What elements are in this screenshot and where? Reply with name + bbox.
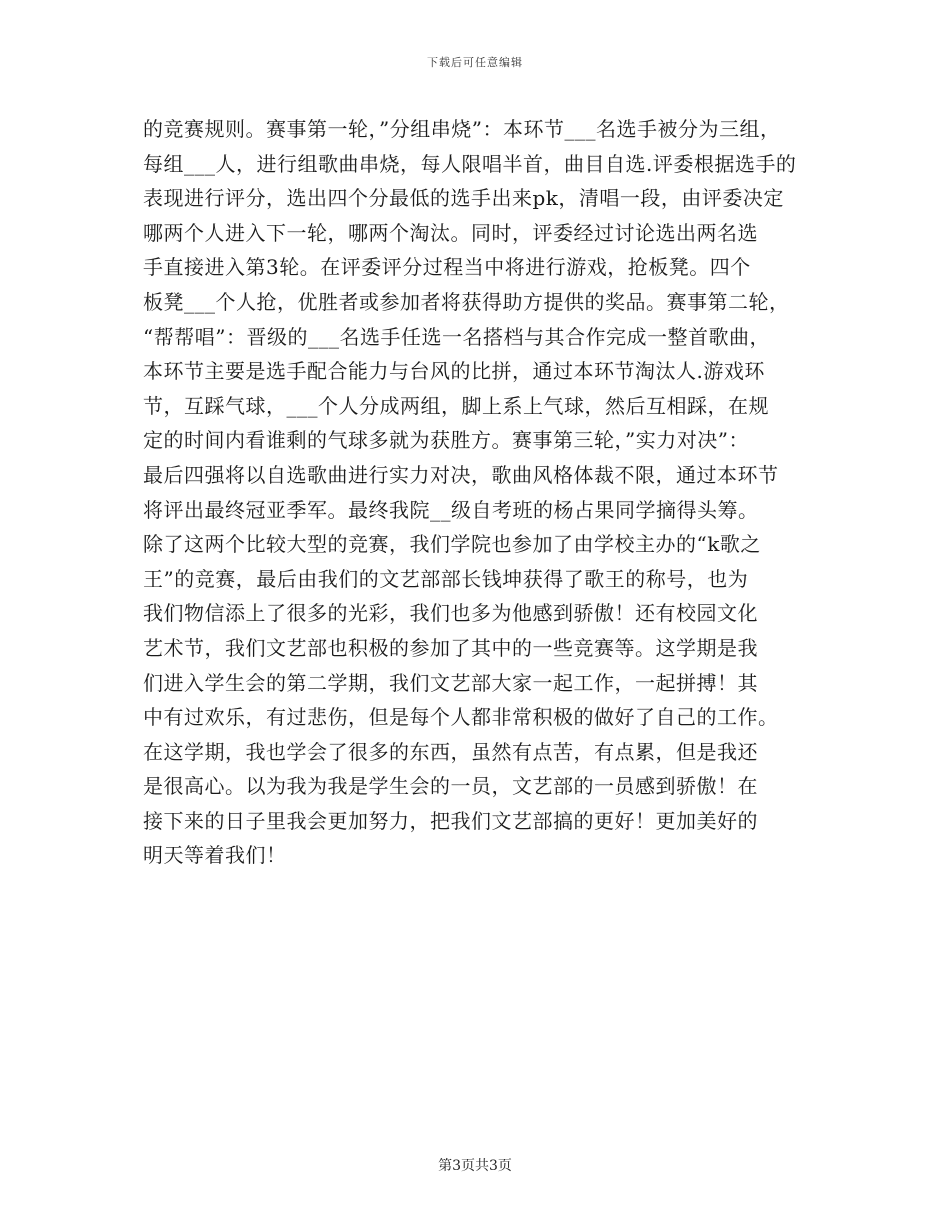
body-line: 的竞赛规则。赛事第一轮，”分组串烧”：本环节___名选手被分为三组， — [143, 117, 781, 141]
body-line: 将评出最终冠亚季军。最终我院__级自考班的杨占果同学摘得头筹。 — [143, 497, 759, 522]
body-line: “帮帮唱”：晋级的___名选手任选一名搭档与其合作完成一整首歌曲， — [143, 324, 770, 349]
body-line: 中有过欢乐，有过悲伤，但是每个人都非常积极的做好了自己的工作。 — [143, 705, 779, 730]
body-line: 最后四强将以自选歌曲进行实力对决，歌曲风格体裁不限，通过本环节 — [143, 462, 779, 487]
body-line: 板凳___个人抢，优胜者或参加者将获得助方提供的奖品。赛事第二轮， — [143, 289, 790, 314]
body-line: 本环节主要是选手配合能力与台风的比拼，通过本环节淘汰人.游戏环 — [143, 359, 765, 384]
body-line: 定的时间内看谁剩的气球多就为获胜方。赛事第三轮，”实力对决”： — [143, 428, 749, 453]
body-line: 表现进行评分，选出四个分最低的选手出来pk，清唱一段，由评委决定 — [143, 186, 784, 211]
body-line: 是很高心。以为我为我是学生会的一员，文艺部的一员感到骄傲！在 — [143, 774, 758, 799]
document-body — [143, 112, 811, 873]
body-line: 除了这两个比较大型的竞赛，我们学院也参加了由学校主办的“k歌之 — [143, 532, 761, 557]
body-line: 们进入学生会的第二学期，我们文艺部大家一起工作，一起拼搏！其 — [143, 670, 758, 695]
body-line: 节，互踩气球，___个人分成两组，脚上系上气球，然后互相踩，在规 — [143, 393, 769, 418]
body-line: 哪两个人进入下一轮，哪两个淘汰。同时，评委经过讨论选出两名选 — [143, 220, 758, 245]
body-line: 接下来的日子里我会更加努力，把我们文艺部搞的更好！更加美好的 — [143, 808, 758, 833]
body-line: 王”的竞赛，最后由我们的文艺部部长钱坤获得了歌王的称号，也为 — [143, 566, 749, 591]
body-line: 每组___人，进行组歌曲串烧，每人限唱半首，曲目自选.评委根据选手的 — [143, 151, 797, 176]
page-header: 下载后可任意编辑 — [427, 56, 523, 69]
body-line: 在这学期，我也学会了很多的东西，虽然有点苦，有点累，但是我还 — [143, 739, 758, 764]
body-line: 艺术节，我们文艺部也积极的参加了其中的一些竞赛等。这学期是我 — [143, 635, 758, 660]
page-number-footer: 第3页共3页 — [438, 1158, 512, 1174]
body-line: 我们物信添上了很多的光彩，我们也多为他感到骄傲！还有校园文化 — [143, 601, 758, 626]
body-line: 明天等着我们！ — [143, 843, 287, 868]
body-line: 手直接进入第3轮。在评委评分过程当中将进行游戏，抢板凳。四个 — [143, 255, 751, 280]
